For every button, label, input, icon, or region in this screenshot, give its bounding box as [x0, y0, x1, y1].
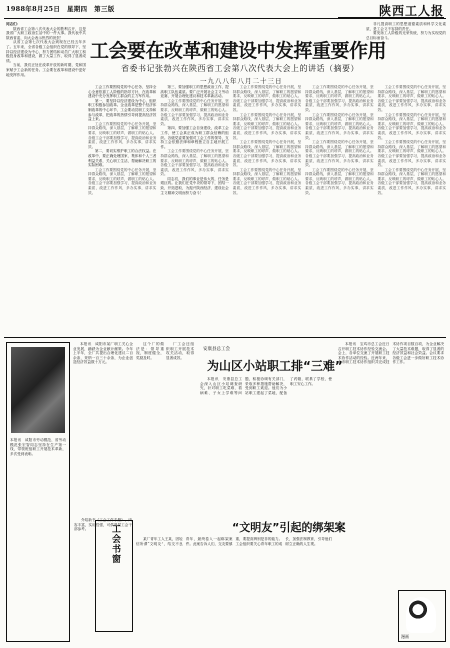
story2-kicker: 安康县总工会 [203, 347, 230, 352]
story2-body [200, 377, 332, 512]
issue-date: 1988年8月25日 星期四 第三版 [6, 5, 115, 13]
book-box-text-column [74, 518, 132, 640]
intro-line: 同志们： [6, 22, 21, 26]
book-box-title: 工会书窗 [110, 524, 120, 564]
cartoon-label: 漫画 [401, 634, 409, 639]
body-para: 第一，要坚持以经济建设为中心，组织职工积极参加改革。企业改革是整个经济体制改革的中心环节，工会要动员职工支持和参与改革，把改革的热情引导到提高经济效益上来。 [88, 98, 157, 122]
photo-feature [6, 342, 70, 642]
left-column [6, 22, 86, 322]
book-box-text: 介绍新书《工会工作手册》，内容丰富，实用性强，可供基层工会干部参考。 [74, 518, 132, 532]
body-para: 工会工作要围绕党的中心任务，坚持全心全意依靠工人阶级的指导方针，在改革和建设中充分发挥职工群众的主力军作用。 [88, 85, 157, 99]
lower-text: 本报讯 咸阳市某厂职工关心企业发展，踊跃为企业献计献策。今年上半年，全厂共提出合理化建议二百余条，采纳一百三十余条，为企业创造经济效益数十万元。 [73, 342, 133, 365]
worker-photo [11, 347, 65, 433]
top-rule [4, 18, 446, 19]
body-para: 工会工作要围绕党的中心任务开展，坚持群众路线，深入基层，了解职工的愿望和要求，反映职工的呼声，做职工的贴心人。各级工会干部要加强学习，提高政治和业务素质，改进工作作风，多办实事，讲求实效。 [377, 85, 446, 112]
body-para: 工会工作要围绕党的中心任务开展，坚持群众路线，深入基层，了解职工的愿望和要求，反映职工的呼声，做职工的贴心人。各级工会干部要加强学习，提高政治和业务素质，改进工作作风，多办实事，讲求实效。 [305, 167, 374, 195]
left-para: 陕西省工会第八次代表大会的胜利召开，这是我省广大职工政治生活中的一件大事。我代表中共陕西省委，向大会表示热烈的祝贺！ [6, 26, 86, 40]
lower-column [73, 342, 133, 512]
body-para: 工会工作要围绕党的中心任务开展，坚持群众路线，深入基层，了解职工的愿望和要求，反映职工的呼声，做职工的贴心人。各级工会干部要加强学习，提高政治和业务素质，改进工作作风，多办实事，讲求实效。 [232, 112, 302, 140]
body-para: 工会工作要围绕党的中心任务开展，坚持群众路线，深入基层，了解职工的愿望和要求，反映职工的呼声，做职工的贴心人。各级工会干部要加强学习，提高政治和业务素质，改进工作作风，多办实事，讲求实效。 [160, 149, 229, 177]
body-para: 第三，要加强职工的思想政治工作，提高职工队伍素质。要广泛开展社会主义劳动竞赛，开展合理化建议和技术革新活动。 [160, 85, 229, 99]
right-lower-column [338, 342, 444, 592]
body-para: 工会工作要围绕党的中心任务开展，坚持群众路线，深入基层，了解职工的愿望和要求，反映职工的呼声，做职工的贴心人。各级工会干部要加强学习，提高政治和业务素质，改进工作作风，多办实事，讲求实效。 [232, 140, 302, 168]
section-rule [4, 337, 446, 338]
right-lower-text: 本报讯 宝鸡市总工会近日召开职工技术协作经验交流会。会上，各单位交流了开展职工技术协作活动的经验。近两年来，全市职工技术协作组织共完成技术协作项目数百项，为企业解决了大量技术难题，取得了显著的经济效益和社会效益。会议要求各级工会进一步做好职工技术协作工作。 [338, 342, 444, 365]
body-para: 工会工作要围绕党的中心任务开展，坚持群众路线，深入基层，了解职工的愿望和要求，反映职工的呼声，做职工的贴心人。各级工会干部要加强学习，提高政治和业务素质，改进工作作风，多办实事，讲求实效。 [305, 85, 374, 112]
masthead: 陕西工人报 [338, 2, 444, 18]
main-article-body [88, 85, 446, 333]
lower-text: 厂工会还组织职工开展技术攻关活动，取得显著成效。 [166, 342, 194, 360]
main-headline: 工会要在改革和建设中发挥重要作用 [90, 40, 387, 62]
body-para: 工会工作要围绕党的中心任务开展，坚持群众路线，深入基层，了解职工的愿望和要求，反映职工的呼声，做职工的贴心人。各级工会干部要加强学习，提高政治和业务素质，改进工作作风，多办实事，讲求实效。 [305, 112, 374, 140]
story3-text: 某厂青年工人王某，因轻信所谓“文明友”，结交不良青年，最终卷入一起绑架案件。此案告诉人们，交友要慎重，要提高辨别是非的能力。工会组织要关心青年职工的成长，加强法制教育，引导他们树立正确的人生观。 [136, 537, 332, 546]
speech-date: 一九八八年八月二十三日 [200, 77, 283, 85]
left-para: 当前，我们正处在改革开放的新时期，党和国家赋予工会新的任务。工会要在改革和建设中更好地发挥作用。 [6, 63, 86, 77]
story2-text: 本报讯 安康县总工会深入山区小站调查研究，针对职工吃菜难、看病难、子女上学难等问题，积极协调有关部门，采取多种措施帮助解决，受到职工欢迎。他们为小站职工建起了菜地，配备了药箱，联系了学校，使职工安心工作。 [200, 377, 332, 395]
cartoon [398, 590, 446, 642]
lower-text: 这个厂的做法是：领导重视，制度健全，奖励及时。 [136, 342, 164, 360]
right-para: 非凡提高职工的思想道德素质和科学文化素质，是工会义不容辞的责任。 [366, 22, 446, 31]
body-para: 第二，要切实维护职工的合法权益。在改革中，要正确处理国家、集体和个人三者利益关系，关心职工生活，帮助解决职工的实际困难。 [88, 149, 157, 168]
lower-column [166, 342, 194, 512]
body-para: 工会工作要围绕党的中心任务开展，坚持群众路线，深入基层，了解职工的愿望和要求，反映职工的呼声，做职工的贴心人。各级工会干部要加强学习，提高政治和业务素质，改进工作作风，多办实事，讲求实效。 [160, 98, 229, 126]
body-para: 同志们，我们的事业是伟大的，任务是艰巨的。让我们在党中央的领导下，团结一致，开拓进取，为振兴陕西经济、建设社会主义精神文明而努力奋斗！ [160, 176, 229, 195]
body-para: 工会工作要围绕党的中心任务开展，坚持群众路线，深入基层，了解职工的愿望和要求，反映职工的呼声，做职工的贴心人。各级工会干部要加强学习，提高政治和业务素质，改进工作作风，多办实事，讲求实效。 [377, 112, 446, 140]
body-para: 工会工作要围绕党的中心任务开展，坚持群众路线，深入基层，了解职工的愿望和要求，反映职工的呼声，做职工的贴心人。各级工会干部要加强学习，提高政治和业务素质，改进工作作风，多办实事，讲求实效。 [377, 167, 446, 195]
left-para: 从省工会第七次代表大会到现在已经五年多了。五年来，全省各级工会组织在党的领导下，坚持以经济建设为中心，努力团结和动员广大职工积极投身改革和建设，做了大量工作，取得了显著成绩。 [6, 40, 86, 63]
body-para: 工会工作要围绕党的中心任务开展，坚持群众路线，深入基层，了解职工的愿望和要求，反映职工的呼声，做职工的贴心人。各级工会干部要加强学习，提高政治和业务素质，改进工作作风，多办实事，讲求实效。 [88, 167, 157, 195]
lower-column [136, 342, 164, 512]
body-para: 工会工作要围绕党的中心任务开展，坚持群众路线，深入基层，了解职工的愿望和要求，反映职工的呼声，做职工的贴心人。各级工会干部要加强学习，提高政治和业务素质，改进工作作风，多办实事，讲求实效。 [232, 85, 302, 112]
body-para: 工会工作要围绕党的中心任务开展，坚持群众路线，深入基层，了解职工的愿望和要求，反映职工的呼声，做职工的贴心人。各级工会干部要加强学习，提高政治和业务素质，改进工作作风，多办实事，讲求实效。 [88, 121, 157, 149]
story3-headline: “文明友”引起的绑架案 [232, 521, 346, 534]
story3-body [136, 537, 332, 641]
photo-caption: 本报讯 咸阳市劳动模范、省劳动模范张宏智同志坚持在生产第一线，带领班组职工开展技术革新，多次受到表彰。 [10, 438, 66, 456]
right-para: 要发扬工人阶级的光荣传统，努力为实现党的总目标而奋斗。 [366, 31, 446, 40]
cartoon-figure [406, 597, 436, 633]
body-para: 工会工作要围绕党的中心任务开展，坚持群众路线，深入基层，了解职工的愿望和要求，反映职工的呼声，做职工的贴心人。各级工会干部要加强学习，提高政治和业务素质，改进工作作风，多办实事，讲求实效。 [377, 140, 446, 168]
body-para: 第四，要加强工会自身建设，改革工会工作，使工会真正成为职工群众信赖的组织。各级党委要加强对工会工作的领导，支持工会依照法律和章程独立自主地开展工作。 [160, 126, 229, 149]
body-para: 工会工作要围绕党的中心任务开展，坚持群众路线，深入基层，了解职工的愿望和要求，反映职工的呼声，做职工的贴心人。各级工会干部要加强学习，提高政治和业务素质，改进工作作风，多办实事，讲求实效。 [305, 140, 374, 168]
story2-headline: 为山区小站职工排“三难” [207, 359, 343, 373]
main-subtitle: 省委书记张勃兴在陕西省工会第八次代表大会上的讲话（摘要） [121, 64, 359, 73]
body-para: 工会工作要围绕党的中心任务开展，坚持群众路线，深入基层，了解职工的愿望和要求，反映职工的呼声，做职工的贴心人。各级工会干部要加强学习，提高政治和业务素质，改进工作作风，多办实事，讲求实效。 [232, 167, 302, 195]
